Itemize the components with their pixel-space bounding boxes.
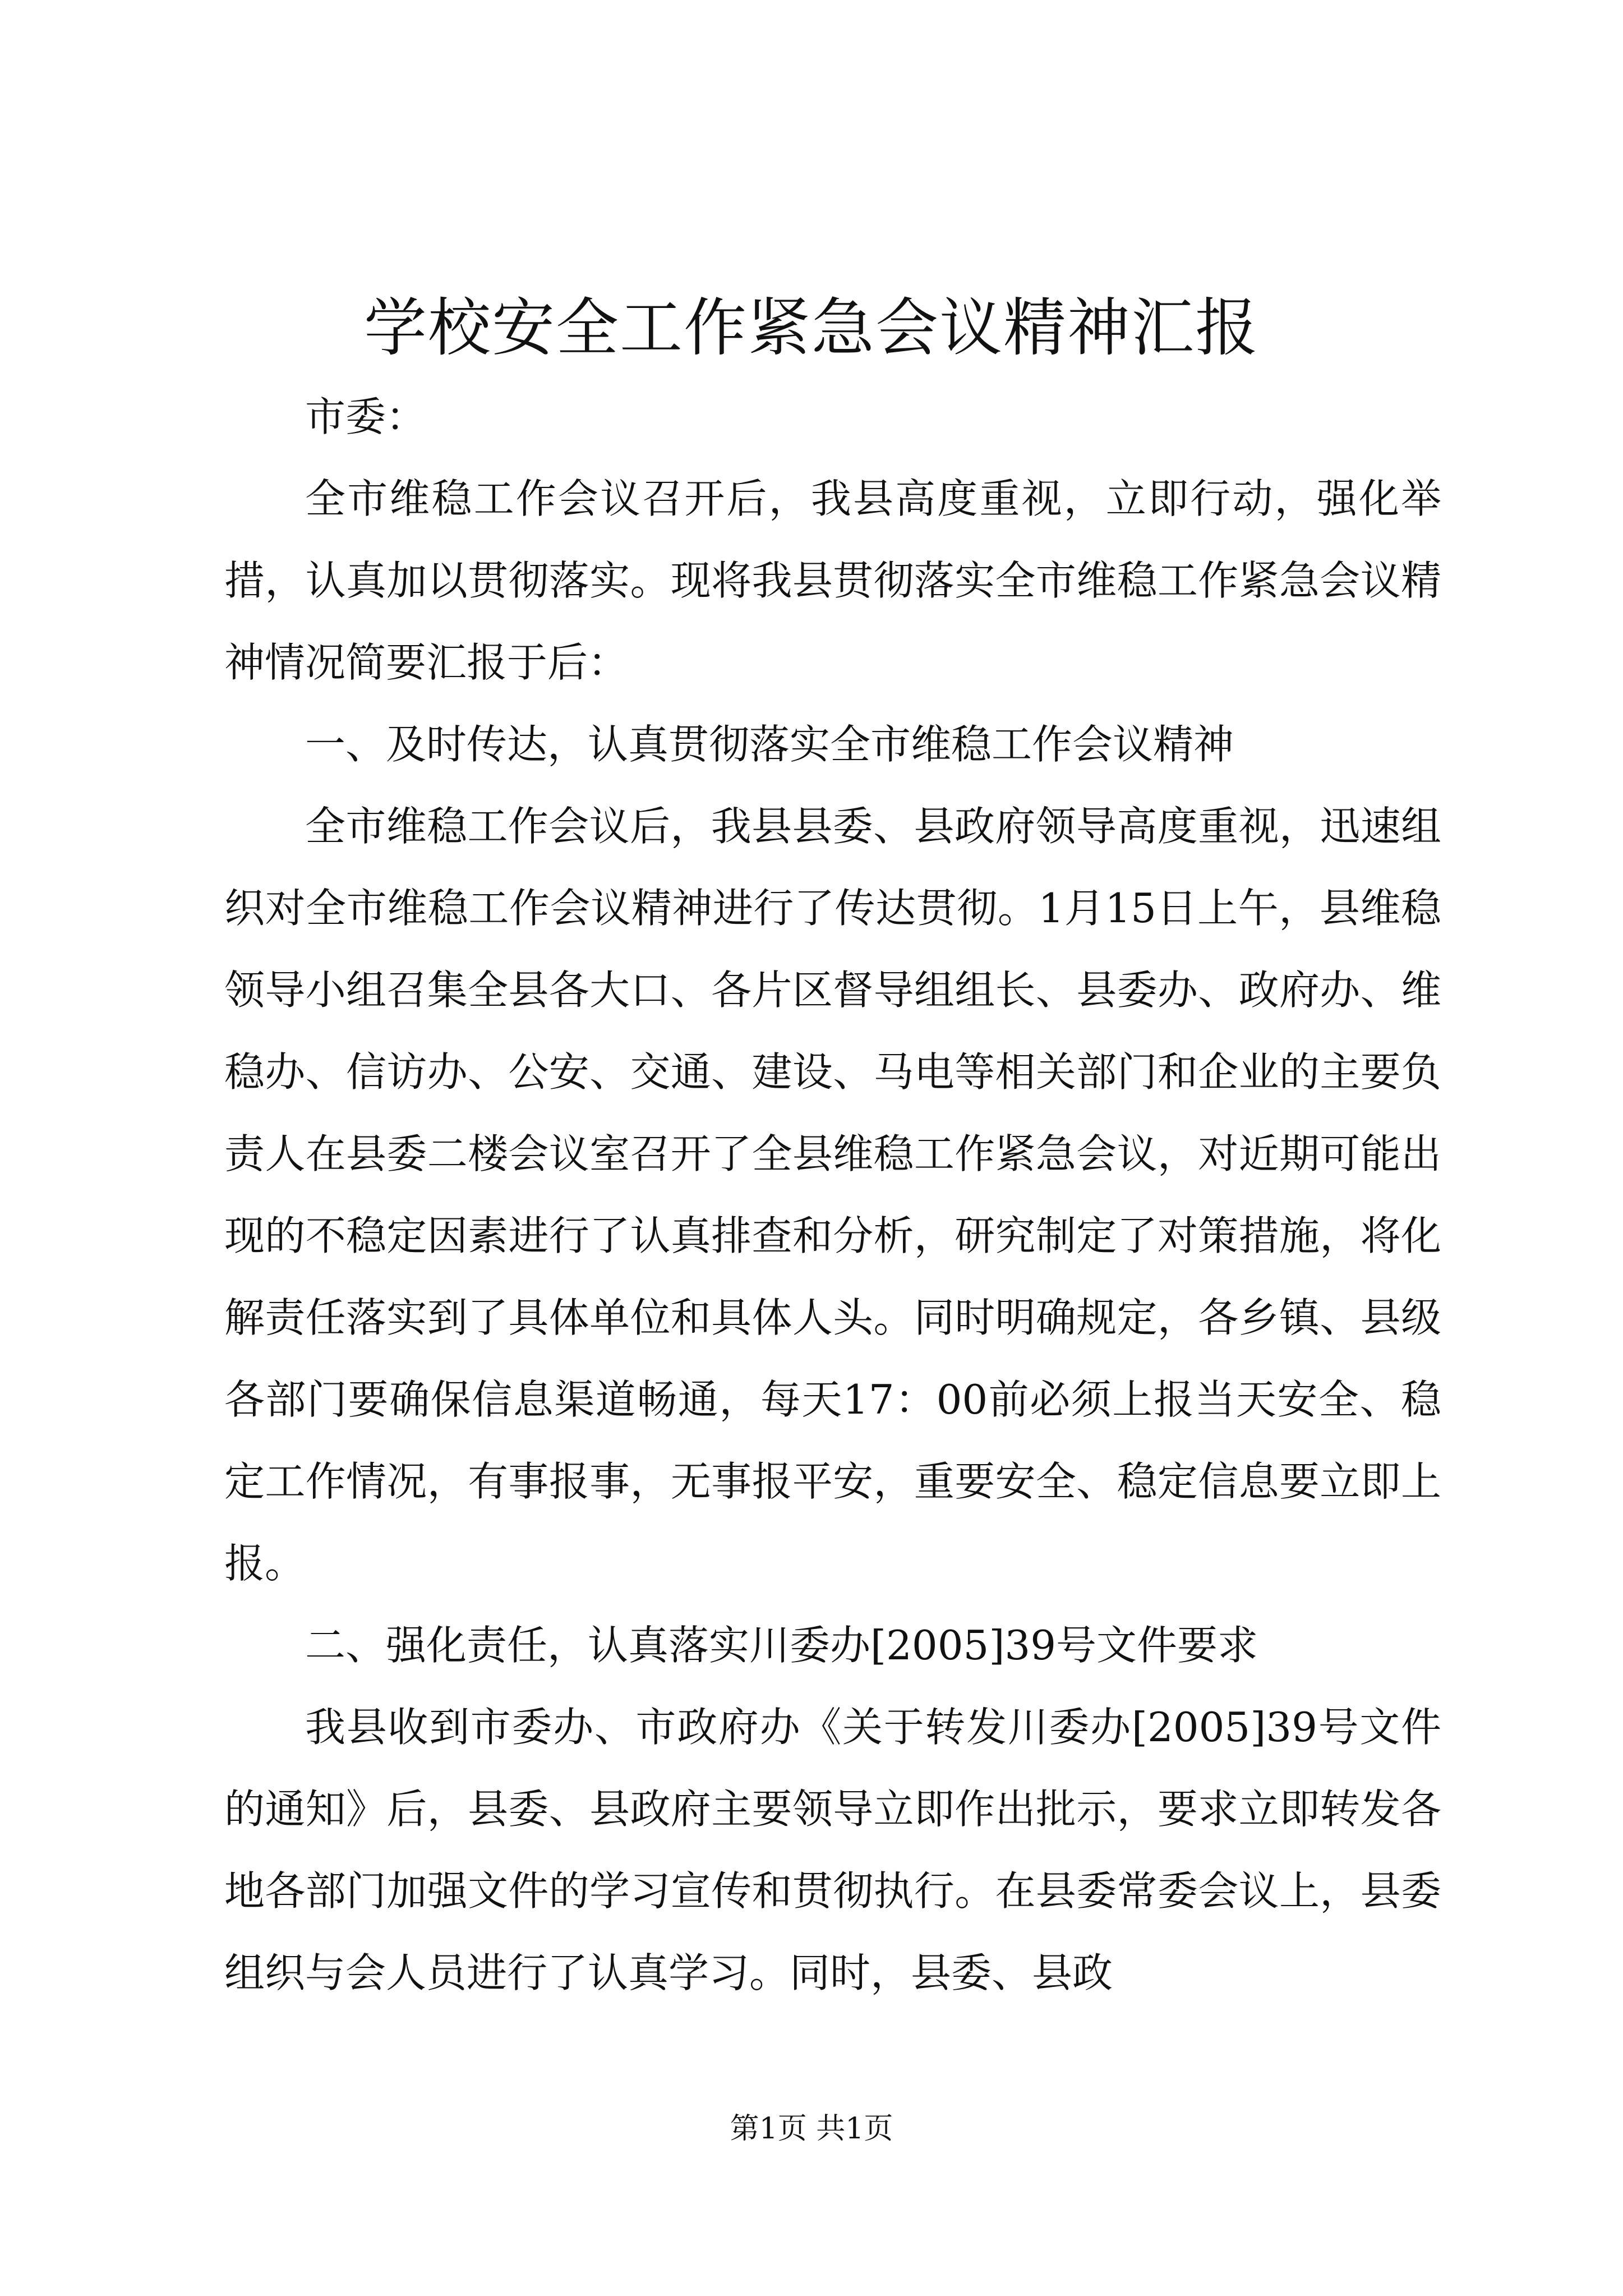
document-title: 学校安全工作紧急会议精神汇报 bbox=[364, 292, 1259, 365]
section-2-paragraph: 我县收到市委办、市政府办《关于转发川委办[2005]39号文件的通知》后，县委、县政府主要领导立即作出批示，要求立即转发各地各部门加强文件的学习宣传和贯彻执行。在县委常委会议上，县委组织与会人员进行了认真学习。同时，县委、县政 bbox=[224, 1704, 1441, 1996]
intro-paragraph: 全市维稳工作会议召开后，我县高度重视，立即行动，强化举措，认真加以贯彻落实。现将我县贯彻落实全市维稳工作紧急会议精神情况简要汇报于后： bbox=[224, 475, 1441, 686]
section-heading-2: 二、强化责任，认真落实川委办[2005]39号文件要求 bbox=[305, 1622, 1258, 1669]
section-1-paragraph: 全市维稳工作会议后，我县县委、县政府领导高度重视，迅速组织对全市维稳工作会议精神进行了传达贯彻。1月15日上午，县维稳领导小组召集全县各大口、各片区督导组组长、县委办、政府办、维稳办、信访办、公安、交通、建设、马电等相关部门和企业的主要负责人在县委二楼会议室召开了全县维稳工作紧急会议，对近期可能出现的不稳定因素进行了认真排查和分析，研究制定了对策措施，将化解责任落实到了具体单位和具体人头。同时明确规定，各乡镇、县级各部门要确保信息渠道畅通，每天17：00前必须上报当天安全、稳定工作情况，有事报事，无事报平安，重要安全、稳定信息要立即上报。 bbox=[224, 803, 1441, 1587]
document-body bbox=[224, 376, 1441, 2014]
salutation: 市委： bbox=[305, 393, 427, 440]
page-footer: 第1页 共1页 bbox=[730, 2112, 893, 2146]
section-heading-1: 一、及时传达，认真贯彻落实全市维稳工作会议精神 bbox=[305, 721, 1234, 768]
